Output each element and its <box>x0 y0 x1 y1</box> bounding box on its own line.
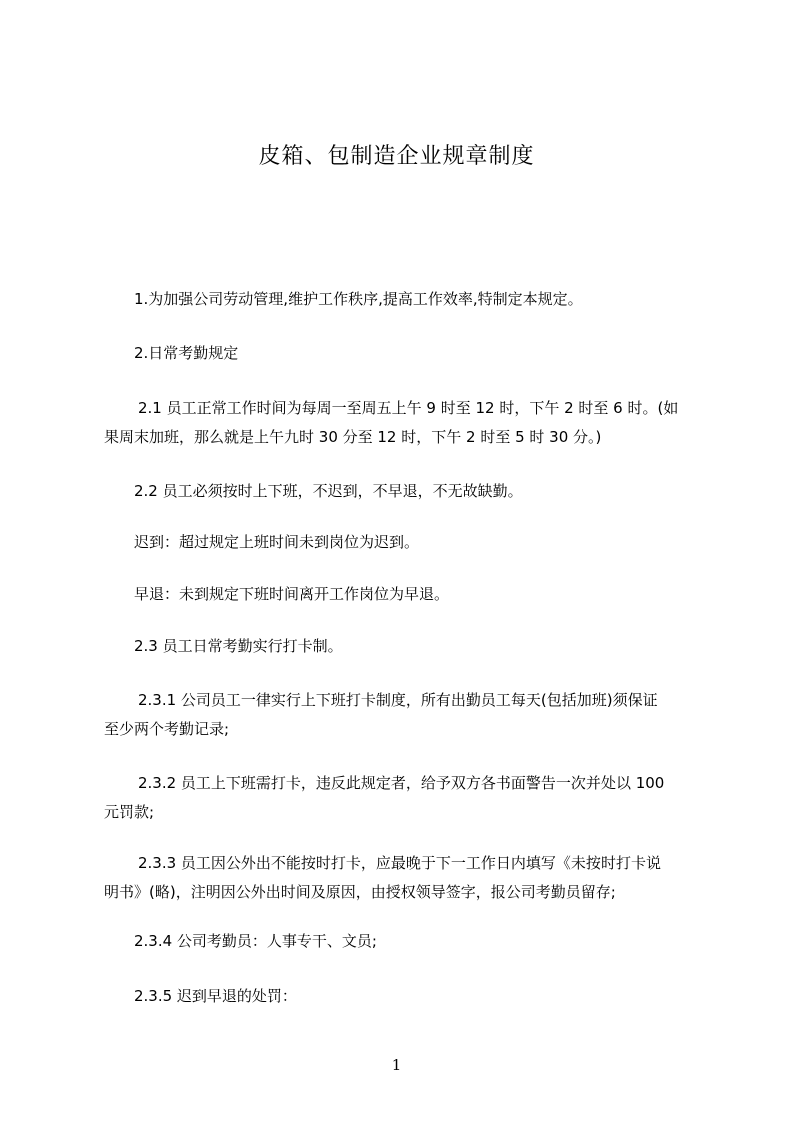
paragraph-line: 2.日常考勤规定 <box>134 344 239 362</box>
paragraph-line: 迟到：超过规定上班时间未到岗位为迟到。 <box>134 533 420 551</box>
paragraph-attendance-heading <box>134 339 734 368</box>
paragraph-clock-in-system <box>134 632 734 661</box>
page-number: 1 <box>391 1056 402 1074</box>
paragraph-line: 早退：未到规定下班时间离开工作岗位为早退。 <box>134 585 450 603</box>
paragraph-line: 至少两个考勤记录; <box>104 720 230 738</box>
paragraph-line: 2.3.2 员工上下班需打卡，违反此规定者，给予双方各书面警告一次并处以 100 <box>138 774 665 792</box>
paragraph-attendance-clerk <box>134 927 734 956</box>
paragraph-late-penalty <box>134 982 734 1011</box>
paragraph-line: 2.3.5 迟到早退的处罚： <box>134 987 297 1005</box>
paragraph-line: 2.1 员工正常工作时间为每周一至周五上午 9 时至 12 时，下午 2 时至 6 时。(如 <box>138 399 679 417</box>
paragraph-line: 2.3.3 员工因公外出不能按时打卡，应最晚于下一工作日内填写《未按时打卡说 <box>138 854 661 872</box>
paragraph-business-trip <box>104 849 704 907</box>
document-title: 皮箱、包制造企业规章制度 <box>258 144 535 169</box>
paragraph-line: 1.为加强公司劳动管理,维护工作秩序,提高工作效率,特制定本规定。 <box>134 290 583 308</box>
paragraph-line: 果周末加班，那么就是上午九时 30 分至 12 时，下午 2 时至 5 时 30 分。) <box>104 428 602 446</box>
paragraph-line: 2.3.4 公司考勤员：人事专干、文员; <box>134 932 377 950</box>
paragraph-clock-in-penalty <box>104 769 704 827</box>
paragraph-early-leave-definition <box>134 580 734 609</box>
paragraph-line: 明书》(略)，注明因公外出时间及原因，由授权领导签字，报公司考勤员留存; <box>104 883 616 901</box>
paragraph-line: 2.2 员工必须按时上下班，不迟到，不早退，不无故缺勤。 <box>134 482 523 500</box>
paragraph-line: 2.3 员工日常考勤实行打卡制。 <box>134 637 343 655</box>
paragraph-late-definition <box>134 528 734 557</box>
paragraph-line: 元罚款; <box>104 803 155 821</box>
paragraph-line: 2.3.1 公司员工一律实行上下班打卡制度，所有出勤员工每天(包括加班)须保证 <box>138 691 658 709</box>
paragraph-purpose <box>134 285 734 314</box>
paragraph-punctuality <box>134 477 734 506</box>
paragraph-clock-in-rule <box>104 686 704 744</box>
paragraph-working-hours <box>104 394 704 452</box>
